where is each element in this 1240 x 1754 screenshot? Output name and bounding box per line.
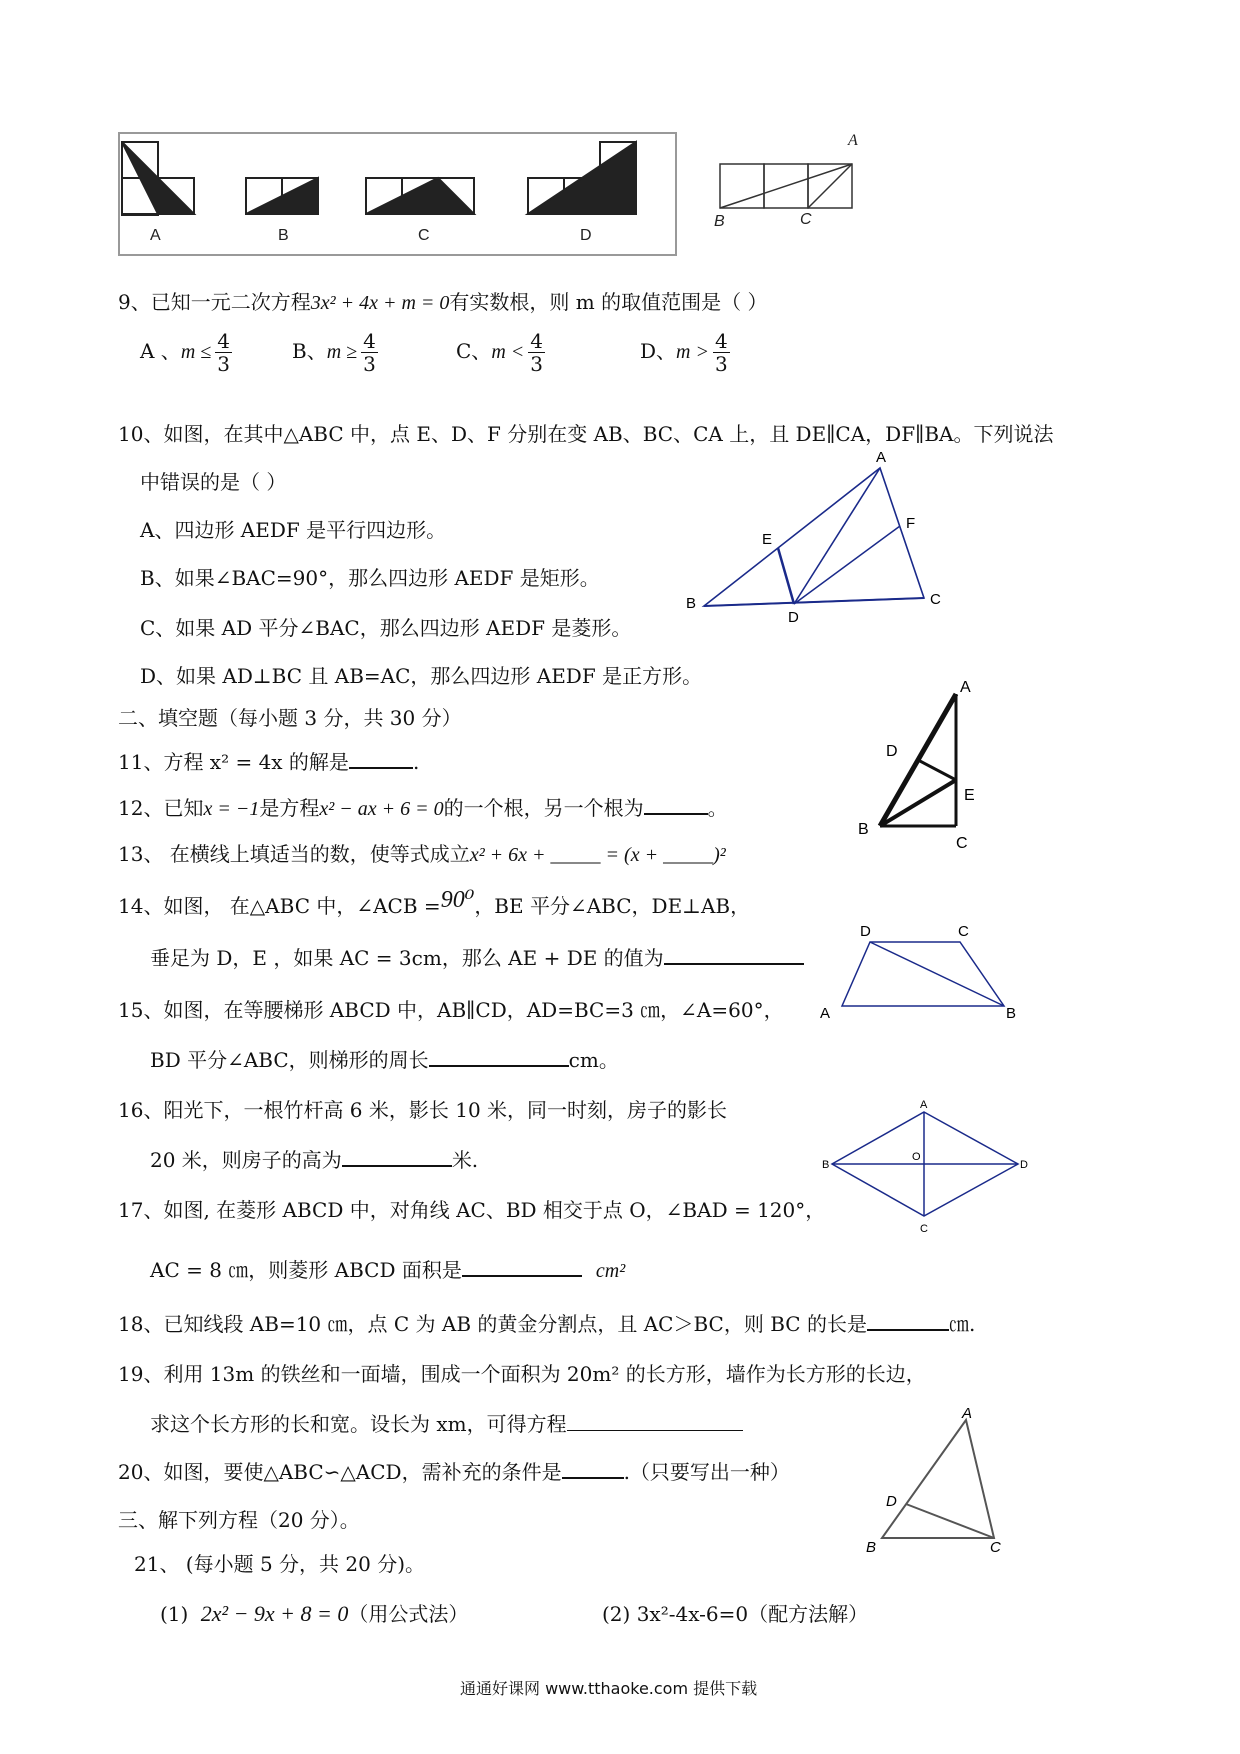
q10-fig-a: A <box>876 449 887 466</box>
q17-line1: 17、如图, 在菱形 ABCD 中，对角线 AC、BD 相交于点 O，∠BAD = 120°， <box>118 1198 826 1222</box>
q9-option-a[interactable]: A 、m ≤ $\frac{4}{3}$ <box>140 329 230 376</box>
q15-trapezoid-figure <box>816 922 1030 1022</box>
ref-label-a: A <box>848 132 858 149</box>
q15-line2: BD 平分∠ABC，则梯形的周长 cm。 <box>150 1048 619 1072</box>
q10-fig-f: F <box>906 515 916 532</box>
q14-fig-c: C <box>956 835 968 852</box>
q20-triangle-figure <box>856 1402 1016 1562</box>
q12-answer-blank[interactable] <box>644 795 708 815</box>
q20-answer-blank[interactable] <box>562 1459 624 1479</box>
q14-fig-a: A <box>960 679 971 696</box>
q9-equation: 3x² + 4x + m = 0 <box>310 292 450 314</box>
q20-fig-b: B <box>866 1539 877 1556</box>
option-c-figure <box>366 178 474 214</box>
q14-fig-d: D <box>886 743 898 760</box>
q14-answer-blank[interactable] <box>664 945 804 965</box>
q14-fig-e: E <box>964 787 975 804</box>
q10-stem-line1: 10、如图，在其中△ABC 中，点 E、D、F 分别在变 AB、BC、CA 上，且 DE∥CA，DF∥BA。下列说法 <box>118 422 1054 446</box>
q12: 12、已知x = −1是方程x² − ax + 6 = 0的一个根，另一个根为 。 <box>118 796 728 820</box>
q16-line2: 20 米，则房子的高为 米. <box>150 1148 479 1172</box>
option-d-label: D <box>580 227 592 244</box>
q13-14-triangle-figure <box>850 676 980 856</box>
section-2-heading: 二、填空题（每小题 3 分，共 30 分） <box>118 706 462 730</box>
q17-fig-o: O <box>912 1151 921 1163</box>
q17-fig-d: D <box>1020 1159 1028 1171</box>
q15-fig-a: A <box>820 1005 831 1022</box>
q17-rhombus-figure <box>818 1098 1030 1250</box>
q18: 18、已知线段 AB=10 ㎝，点 C 为 AB 的黄金分割点，且 AC＞BC，则 BC 的长是 ㎝. <box>118 1312 976 1336</box>
q19-line2: 求这个长方形的长和宽。设长为 xm，可得方程 <box>150 1408 743 1437</box>
q11-answer-blank[interactable] <box>349 749 413 769</box>
section-3-heading: 三、解下列方程（20 分）。 <box>118 1508 360 1532</box>
q15-fig-c: C <box>958 923 969 940</box>
option-a-label: A <box>150 227 161 244</box>
q10-fig-e: E <box>762 531 773 548</box>
q20-fig-d: D <box>886 1493 897 1510</box>
q17-fig-b: B <box>822 1159 830 1171</box>
option-d-figure <box>528 142 636 214</box>
q15-answer-blank[interactable] <box>429 1047 569 1067</box>
q8-options-figure <box>118 132 678 258</box>
ref-label-b: B <box>714 213 725 230</box>
q10-option-c[interactable]: C、如果 AD 平分∠BAC，那么四边形 AEDF 是菱形。 <box>140 616 632 640</box>
q17-fig-a: A <box>920 1099 928 1111</box>
q9-option-c[interactable]: C、m < $\frac{4}{3}$ <box>456 329 543 376</box>
q10-fig-d: D <box>788 609 799 626</box>
q20-fig-c: C <box>990 1539 1001 1556</box>
fraction: $\frac{4}{3}$ <box>715 329 728 376</box>
q19-line1: 19、利用 13m 的铁丝和一面墙，围成一个面积为 20m² 的长方形，墙作为长方形的长边， <box>118 1362 926 1386</box>
option-b-label: B <box>278 227 289 244</box>
q17-fig-c: C <box>920 1223 928 1235</box>
q9-option-b[interactable]: B、m ≥ $\frac{4}{3}$ <box>292 329 376 376</box>
q20: 20、如图，要使△ABC∽△ACD，需补充的条件是 .（只要写出一种） <box>118 1460 790 1484</box>
q10-fig-c: C <box>930 591 941 608</box>
q16-answer-blank[interactable] <box>342 1147 452 1167</box>
fraction: $\frac{4}{3}$ <box>217 329 230 376</box>
q21-part1: (1) 2x² − 9x + 8 = 0（用公式法） <box>160 1601 469 1626</box>
q14-fig-b: B <box>858 821 869 838</box>
q10-option-b[interactable]: B、如果∠BAC=90°，那么四边形 AEDF 是矩形。 <box>140 566 600 590</box>
q10-fig-b: B <box>686 595 697 612</box>
option-a-figure <box>122 142 194 215</box>
q10-triangle-figure <box>680 448 960 626</box>
q13-equation[interactable]: x² + 6x + _____ = (x + _____)² <box>469 844 726 866</box>
option-c-label: C <box>418 227 430 244</box>
q11: 11、方程 x² = 4x 的解是 . <box>118 750 420 774</box>
q17-line2: AC = 8 ㎝，则菱形 ABCD 面积是 cm² <box>150 1258 626 1282</box>
fraction: $\frac{4}{3}$ <box>530 329 543 376</box>
q9-option-d[interactable]: D、m > $\frac{4}{3}$ <box>640 329 728 376</box>
q15-line1: 15、如图，在等腰梯形 ABCD 中，AB∥CD，AD=BC=3 ㎝，∠A=60°， <box>118 998 784 1022</box>
q21-part2: (2) 3x²-4x-6=0（配方法解） <box>602 1602 869 1626</box>
q17-answer-blank[interactable] <box>462 1257 582 1277</box>
q14-line2: 垂足为 D，E ，如果 AC = 3cm，那么 AE + DE 的值为 <box>150 942 804 971</box>
q10-option-d[interactable]: D、如果 AD⊥BC 且 AB=AC，那么四边形 AEDF 是正方形。 <box>140 664 703 688</box>
q10-stem-line2: 中错误的是（ ） <box>140 470 287 494</box>
q9-stem: 9、已知一元二次方程3x² + 4x + m = 0有实数根，则 m 的取值范围是（ ） <box>118 290 768 314</box>
fraction: $\frac{4}{3}$ <box>363 329 376 376</box>
q16-line1: 16、阳光下，一根竹杆高 6 米，影长 10 米，同一时刻，房子的影长 <box>118 1098 728 1122</box>
q14-line1: 14、如图， 在△ABC 中，∠ACB =90⁰，BE 平分∠ABC，DE⊥AB， <box>118 887 751 918</box>
q15-fig-b: B <box>1006 1005 1017 1022</box>
q8-reference-figure <box>710 130 880 240</box>
q19-answer-blank[interactable] <box>567 1412 743 1431</box>
q15-fig-d: D <box>860 923 871 940</box>
q20-fig-a: A <box>962 1405 973 1422</box>
q13: 13、 在横线上填适当的数，使等式成立x² + 6x + _____ = (x + _____)² <box>118 842 726 866</box>
q10-option-a[interactable]: A、四边形 AEDF 是平行四边形。 <box>140 518 447 542</box>
q18-answer-blank[interactable] <box>867 1311 949 1331</box>
q21-heading: 21、 (每小题 5 分，共 20 分)。 <box>134 1552 426 1576</box>
option-b-figure <box>246 178 318 214</box>
ref-label-c: C <box>800 211 812 228</box>
page-footer: 通通好课网 www.tthaoke.com 提供下载 <box>460 1679 758 1698</box>
